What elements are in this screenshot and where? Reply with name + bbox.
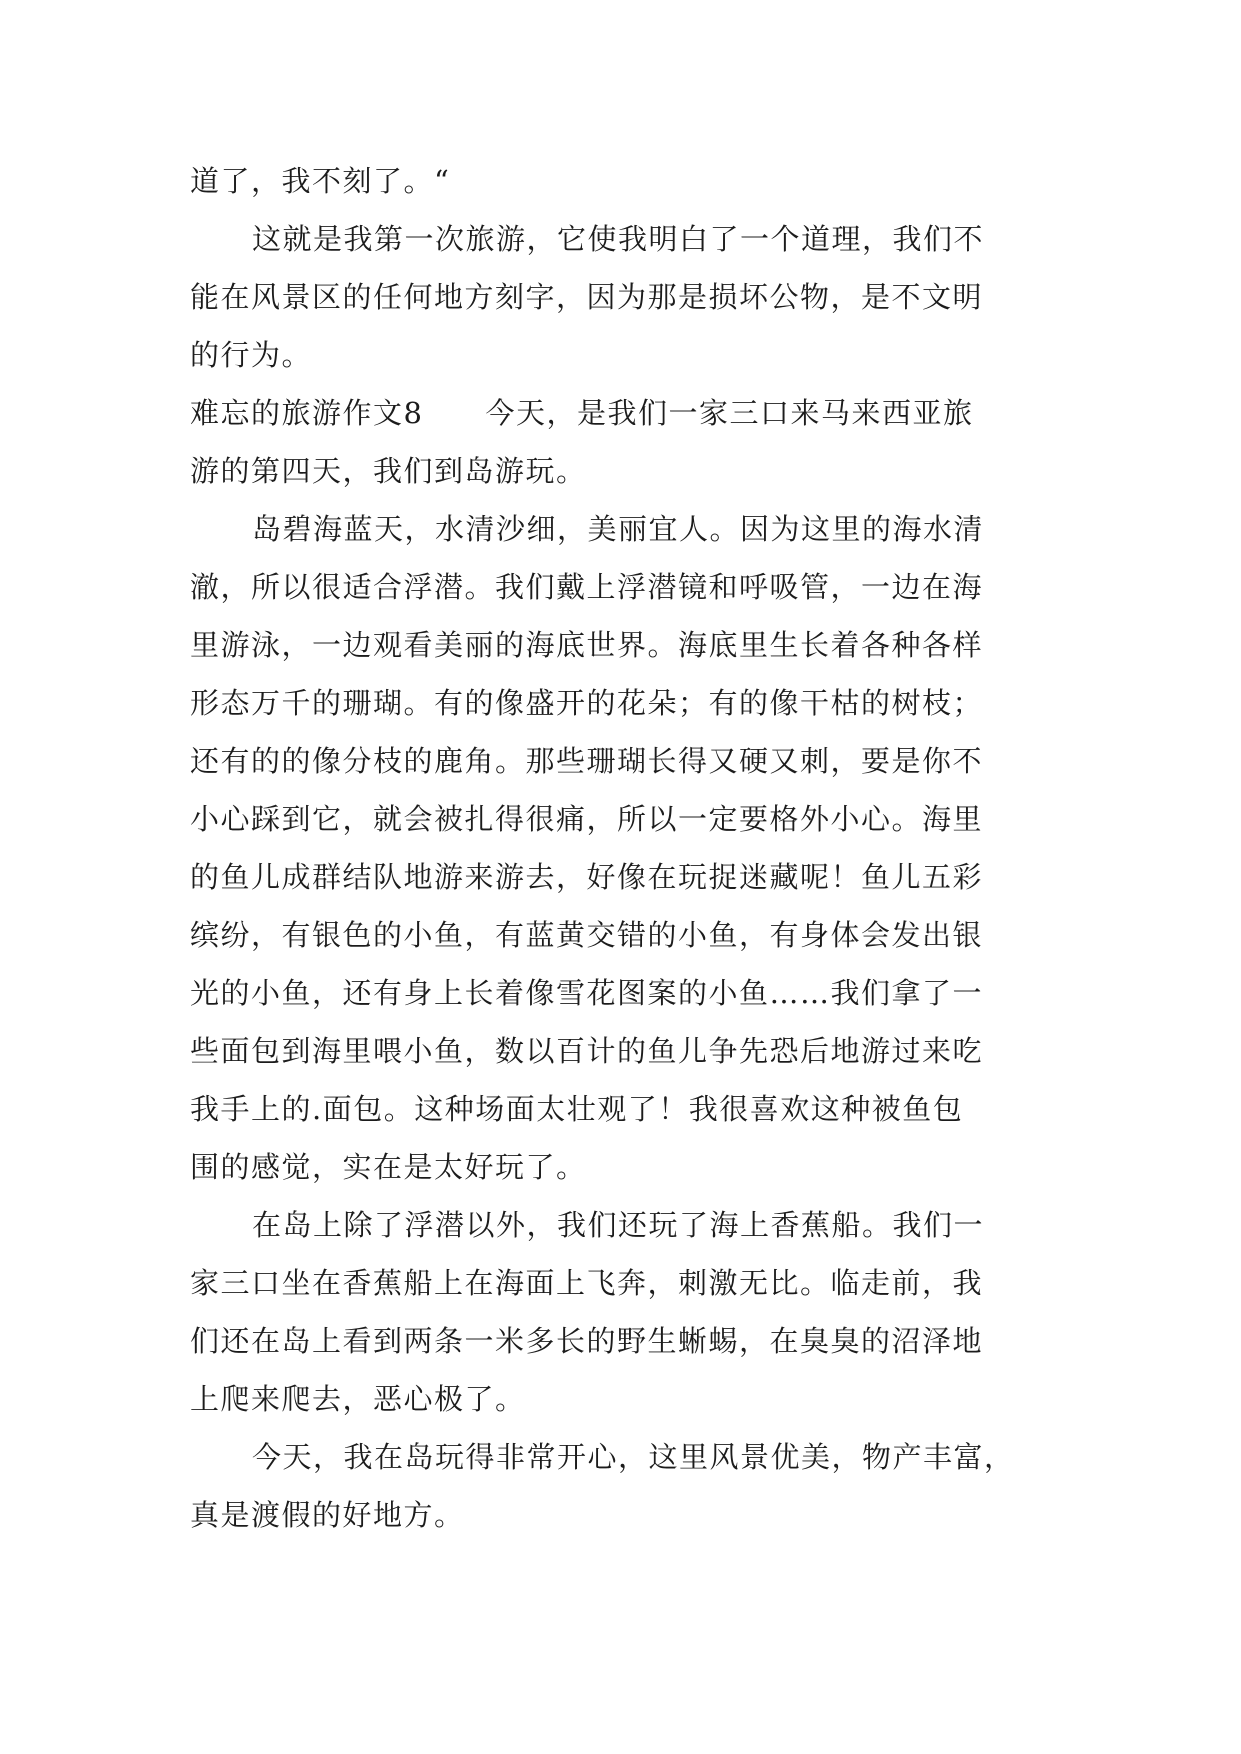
essay-title: 难忘的旅游作文8 [190,396,424,430]
paragraph-line: 缤纷，有银色的小鱼，有蓝黄交错的小鱼，有身体会发出银 [190,918,984,952]
paragraph-line: 的鱼儿成群结队地游来游去，好像在玩捉迷藏呢！鱼儿五彩 [190,860,984,894]
paragraph-line: 的行为。 [190,338,313,372]
paragraph-line: 家三口坐在香蕉船上在海面上飞奔，刺激无比。临走前，我 [190,1266,984,1300]
paragraph-line: 游的第四天，我们到岛游玩。 [190,454,587,488]
paragraph-line: 小心踩到它，就会被扎得很痛，所以一定要格外小心。海里 [190,802,984,836]
paragraph-line: 今天，我在岛玩得非常开心，这里风景优美，物产丰富， [252,1440,1015,1474]
essay-title-line [190,384,1054,442]
paragraph-line: 真是渡假的好地方。 [190,1498,465,1532]
paragraph-line: 还有的的像分枝的鹿角。那些珊瑚长得又硬又刺，要是你不 [190,744,984,778]
paragraph-line: 上爬来爬去，恶心极了。 [190,1382,526,1416]
paragraph-line: 围的感觉，实在是太好玩了。 [190,1150,587,1184]
paragraph-line: 这就是我第一次旅游，它使我明白了一个道理，我们不 [252,222,985,256]
paragraph-line: 在岛上除了浮潜以外，我们还玩了海上香蕉船。我们一 [252,1208,985,1242]
paragraph-line: 们还在岛上看到两条一米多长的野生蜥蜴，在臭臭的沼泽地 [190,1324,984,1358]
paragraph-line: 能在风景区的任何地方刻字，因为那是损坏公物，是不文明 [190,280,984,314]
paragraph-line: 我手上的.面包。这种场面太壮观了！我很喜欢这种被鱼包 [190,1092,964,1126]
paragraph-line: 道了，我不刻了。“ [190,164,451,198]
paragraph-line: 些面包到海里喂小鱼，数以百计的鱼儿争先恐后地游过来吃 [190,1034,984,1068]
paragraph-line: 里游泳，一边观看美丽的海底世界。海底里生长着各种各样 [190,628,984,662]
paragraph-line: 光的小鱼，还有身上长着像雪花图案的小鱼……我们拿了一 [190,976,984,1010]
document-body [190,152,1054,1544]
paragraph-text: 今天，是我们一家三口来马来西亚旅 [485,396,974,430]
paragraph-line: 形态万千的珊瑚。有的像盛开的花朵；有的像干枯的树枝； [190,686,984,720]
paragraph-line: 澈，所以很适合浮潜。我们戴上浮潜镜和呼吸管，一边在海 [190,570,984,604]
paragraph-line: 岛碧海蓝天，水清沙细，美丽宜人。因为这里的海水清 [252,512,985,546]
